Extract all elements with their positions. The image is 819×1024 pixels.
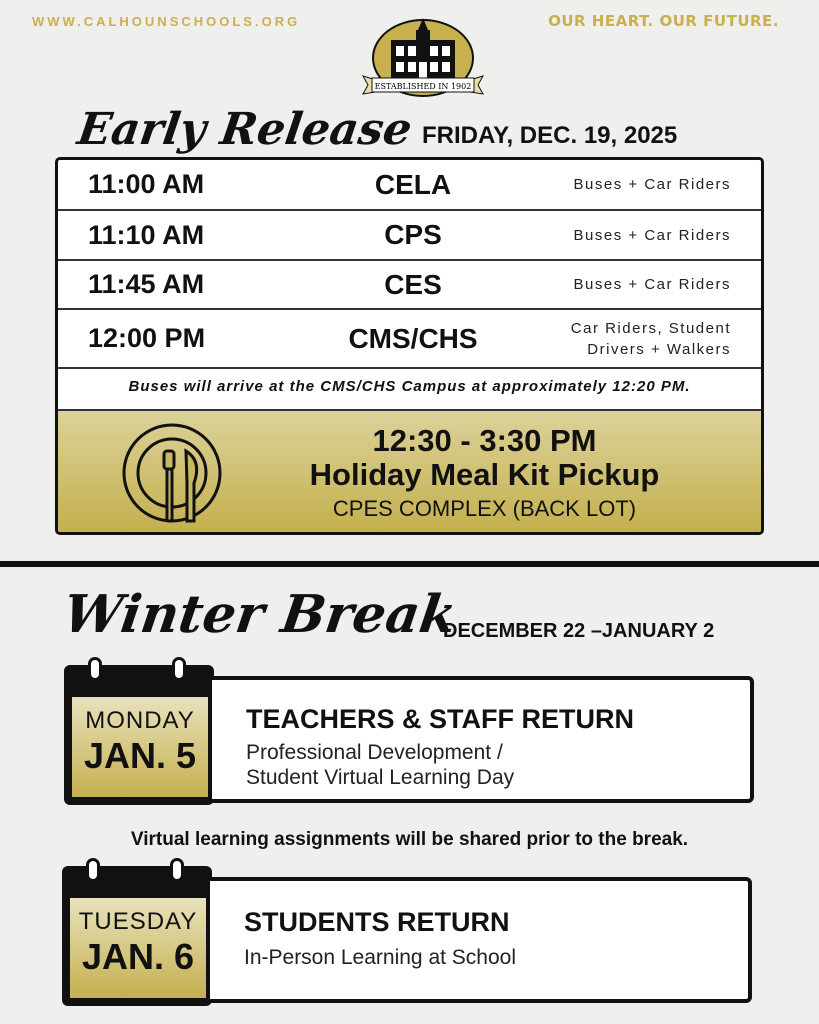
plate-utensils-icon: [122, 421, 227, 526]
card-line: Student Virtual Learning Day: [246, 766, 515, 789]
schedule-row: [58, 261, 761, 310]
virtual-learning-note: Virtual learning assignments will be shared prior to the break.: [130, 829, 689, 850]
return-card: [210, 877, 752, 1003]
row-school: CES: [384, 268, 442, 300]
school-logo: [358, 10, 488, 102]
row-who: Buses + Car Riders: [573, 226, 731, 244]
meal-time: 12:30 - 3:30 PM: [372, 423, 597, 458]
card-line: Professional Development /: [246, 741, 503, 764]
row-school: CMS/CHS: [348, 322, 478, 354]
early-release-title: Early Release: [74, 104, 415, 155]
website-url: WWW.CALHOUNSCHOOLS.ORG: [32, 14, 301, 29]
calendar-icon: [64, 665, 214, 805]
row-time: 12:00 PM: [88, 323, 206, 353]
winter-break-dates: DECEMBER 22 –JANUARY 2: [443, 620, 715, 642]
row-school: CELA: [374, 168, 452, 200]
card-title: STUDENTS RETURN: [244, 907, 510, 937]
row-time: 11:00 AM: [88, 169, 205, 199]
card-title: TEACHERS & STAFF RETURN: [246, 704, 634, 734]
bus-note: Buses will arrive at the CMS/CHS Campus at approximately 12:20 PM.: [128, 378, 691, 395]
card-line: In-Person Learning at School: [244, 946, 517, 969]
schedule-row: [58, 310, 761, 369]
calendar-day: MONDAY: [85, 707, 195, 734]
row-who: Car Riders, Student Drivers + Walkers: [570, 319, 731, 358]
svg-text:ESTABLISHED IN 1902: ESTABLISHED IN 1902: [374, 82, 472, 91]
meal-kit-banner: [58, 409, 761, 532]
early-release-schedule: [55, 157, 764, 535]
calendar-date: JAN. 5: [83, 735, 197, 776]
meal-title: Holiday Meal Kit Pickup: [309, 457, 660, 492]
schedule-row: [58, 211, 761, 261]
row-who: Buses + Car Riders: [573, 176, 731, 193]
motto: OUR HEART. OUR FUTURE.: [548, 12, 779, 30]
row-who: Buses + Car Riders: [573, 276, 731, 293]
early-release-date: FRIDAY, DEC. 19, 2025: [422, 122, 678, 149]
return-card: [212, 676, 754, 803]
row-time: 11:10 AM: [88, 219, 205, 250]
calendar-icon: [62, 866, 212, 1006]
row-school: CPS: [384, 219, 442, 250]
winter-break-title: Winter Break: [59, 584, 461, 645]
calendar-day: TUESDAY: [78, 908, 198, 935]
row-time: 11:45 AM: [88, 269, 205, 299]
calendar-date: JAN. 6: [81, 936, 195, 977]
section-divider: [0, 561, 819, 567]
meal-location: CPES COMPLEX (BACK LOT): [332, 496, 637, 521]
schedule-row: [58, 160, 761, 211]
